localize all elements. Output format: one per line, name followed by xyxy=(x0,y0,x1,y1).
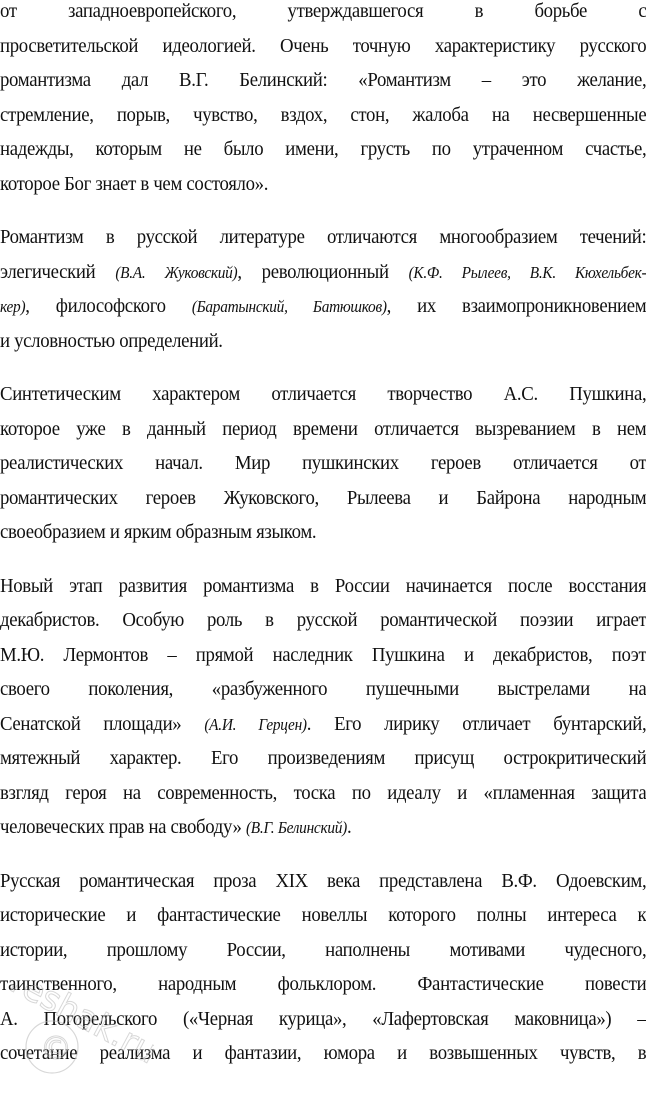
text-line xyxy=(0,446,646,481)
text-line xyxy=(0,933,646,968)
citation: (Баратынский, Батюшков) xyxy=(191,297,387,316)
text-line xyxy=(0,967,646,1002)
text-segment: сочетание реализма и фантазии, юмора и возвышенных чувств, в xyxy=(0,1042,646,1064)
text-segment: , философского xyxy=(25,295,192,317)
text-segment: Синтетическим характером отличается творчество А.С. Пушкина, xyxy=(0,383,646,405)
text-line xyxy=(0,167,646,202)
text-line xyxy=(0,515,646,550)
text-segment: и условностью определений. xyxy=(0,329,223,352)
text-segment: от западноевропейского, утверждавшегося в борьбе с xyxy=(0,0,646,22)
text-segment: мятежный характер. Его произведениям присущ острокритический xyxy=(0,747,646,769)
text-segment: своего поколения, «разбуженного пушечными выстрелами на xyxy=(0,678,646,700)
text-line xyxy=(0,377,646,412)
text-segment: просветительской идеологией. Очень точную характеристику русского xyxy=(0,34,646,57)
text-line xyxy=(0,63,646,98)
text-segment: которое уже в данный период времени отличается вызреванием в нем xyxy=(0,417,646,440)
text-line xyxy=(0,0,646,29)
paragraph xyxy=(0,220,646,358)
text-segment: стремление, порыв, чувство, вздох, стон, жалоба на несвершенные xyxy=(0,103,646,126)
text-segment: своеобразием и ярким образным языком. xyxy=(0,521,317,543)
text-line xyxy=(0,603,646,638)
text-line xyxy=(0,569,646,604)
text-line xyxy=(0,220,646,255)
text-line xyxy=(0,98,646,133)
text-segment: декабристов. Особую роль в русской романтической поэзии играет xyxy=(0,609,646,631)
text-segment: романтических героев Жуковского, Рылеева и Байрона народным xyxy=(0,486,646,509)
text-line xyxy=(0,29,646,64)
paragraph xyxy=(0,0,646,201)
text-line xyxy=(0,898,646,933)
text-segment: исторические и фантастические новеллы которого полны интереса к xyxy=(0,904,646,926)
citation: (В.Г. Белинский) xyxy=(245,818,347,837)
citation: кер) xyxy=(0,297,26,316)
text-line xyxy=(0,741,646,776)
citation: (К.Ф. Рылеев, В.К. Кюхельбек- xyxy=(408,262,646,282)
text-line xyxy=(0,324,646,359)
text-line xyxy=(0,864,646,899)
text-line xyxy=(0,289,646,324)
text-segment: элегический xyxy=(0,260,116,283)
text-segment: , их взаимопроникновением xyxy=(386,295,646,317)
text-segment: взгляд героя на современность, тоска по идеалу и «пламенная защита xyxy=(0,781,646,804)
text-line xyxy=(0,412,646,447)
text-segment: , революционный xyxy=(237,260,409,283)
paragraph xyxy=(0,377,646,550)
text-segment: реалистических начал. Мир пушкинских героев отличается от xyxy=(0,452,646,474)
text-line xyxy=(0,255,646,290)
citation: (А.И. Герцен) xyxy=(204,714,307,734)
text-line xyxy=(0,1036,646,1071)
text-segment: Новый этап развития романтизма в России начинается после восстания xyxy=(0,574,646,597)
text-segment: . Его лирику отличает бунтарский, xyxy=(306,712,646,735)
text-line xyxy=(0,776,646,811)
text-line xyxy=(0,132,646,167)
text-segment: романтизма дал В.Г. Белинский: «Романтизм – это желание, xyxy=(0,69,646,91)
text-line xyxy=(0,638,646,673)
text-segment: . xyxy=(346,816,352,838)
text-segment: Русская романтическая проза XIX века представлена В.Ф. Одоевским, xyxy=(0,869,646,892)
text-segment: М.Ю. Лермонтов – прямой наследник Пушкина и декабристов, поэт xyxy=(0,643,646,666)
text-line xyxy=(0,672,646,707)
paragraph xyxy=(0,569,646,845)
text-line xyxy=(0,810,646,845)
text-segment: надежды, которым не было имени, грусть по утраченном счастье, xyxy=(0,138,646,160)
text-segment: которое Бог знает в чем состояло». xyxy=(0,172,269,195)
text-segment: Романтизм в русской литературе отличаются многообразием течений: xyxy=(0,226,646,248)
text-line xyxy=(0,1002,646,1037)
text-segment: таинственного, народным фольклором. Фантастические повести xyxy=(0,973,646,995)
text-segment: А. Погорельского («Черная курица», «Лафертовская маковница») – xyxy=(0,1007,646,1030)
citation: (В.А. Жуковский) xyxy=(115,262,238,282)
text-line xyxy=(0,707,646,742)
text-segment: Сенатской площади» xyxy=(0,712,205,735)
text-segment: истории, прошлому России, наполнены мотивами чудесного, xyxy=(0,938,646,961)
text-segment: человеческих прав на свободу» xyxy=(0,816,246,838)
text-line xyxy=(0,481,646,516)
paragraph xyxy=(0,864,646,1071)
